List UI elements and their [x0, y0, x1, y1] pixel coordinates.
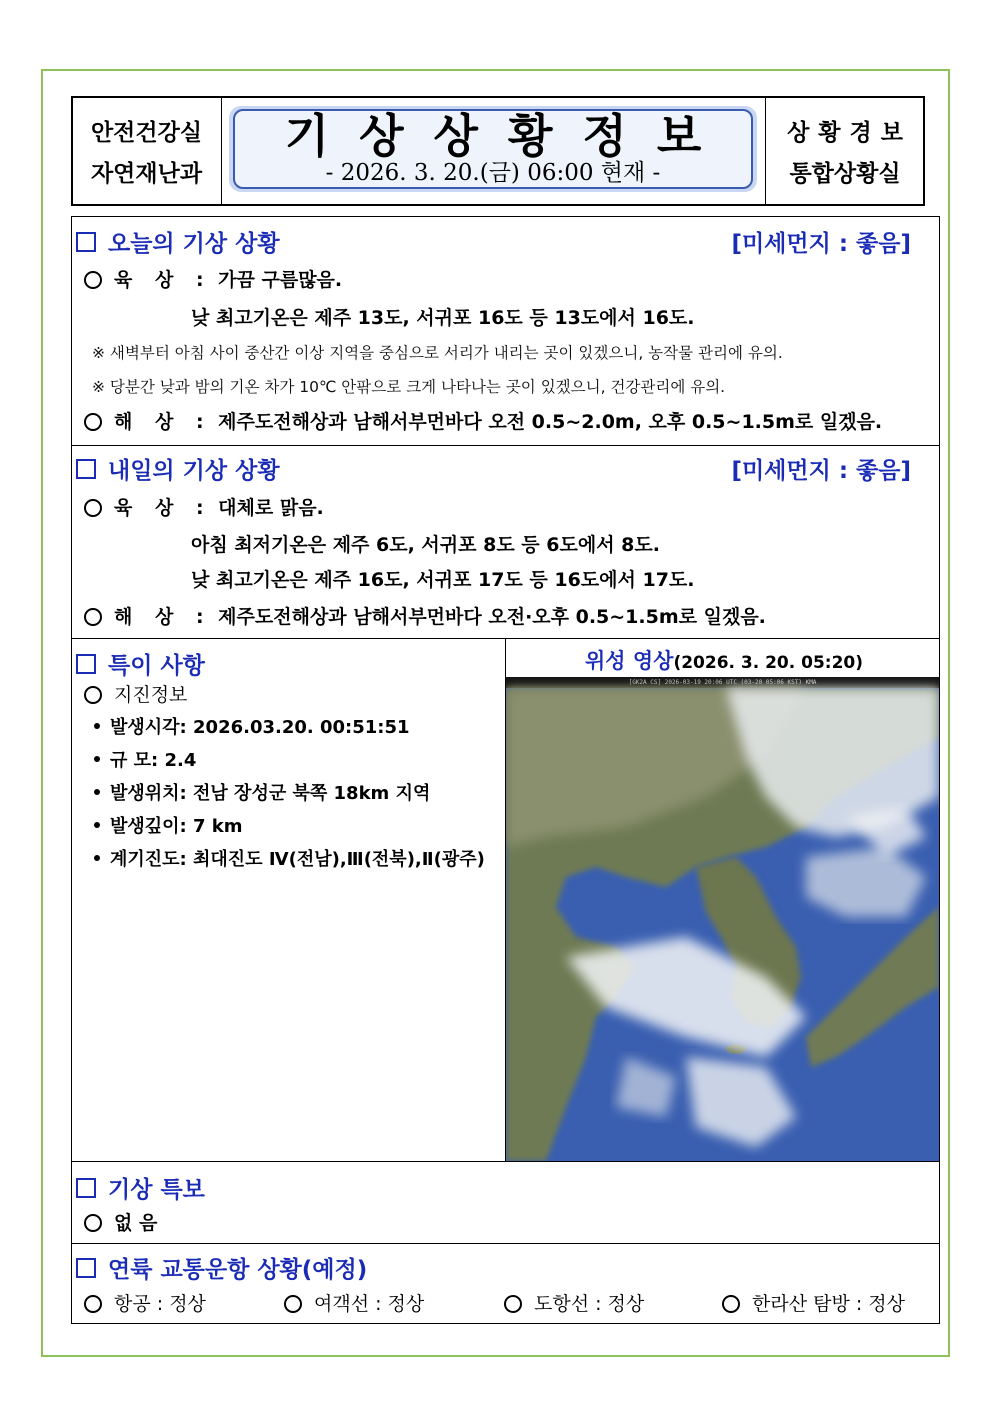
- earthquake-magnitude: [94, 748, 196, 774]
- earthquake-magnitude-text: 규 모: 2.4: [110, 750, 197, 771]
- today-land-line: [84, 267, 342, 293]
- today-sea-label: 해 상 :: [114, 411, 212, 433]
- tomorrow-land-min: 아침 최저기온은 제주 6도, 서귀포 8도 등 6도에서 8도.: [191, 534, 660, 556]
- today-note-temperature: ※ 당분간 낮과 밤의 기온 차가 10℃ 안팎으로 크게 나타나는 곳이 있겠으니, 건강관리에 유의.: [92, 378, 726, 396]
- section-divider: [72, 1161, 939, 1162]
- circle-bullet-icon: [284, 1295, 302, 1313]
- earthquake-time-text: 발생시각: 2026.03.20. 00:51:51: [110, 717, 410, 738]
- transport-air-text: 항공 : 정상: [114, 1293, 206, 1315]
- satellite-title-text: 위성 영상: [584, 649, 674, 673]
- section-divider: [72, 445, 939, 446]
- circle-bullet-icon: [84, 413, 102, 431]
- department-block: [73, 98, 220, 204]
- today-land-temp: 낮 최고기온은 제주 13도, 서귀포 16도 등 13도에서 16도.: [191, 307, 695, 329]
- office-line2: 통합상황실: [789, 161, 901, 187]
- earthquake-intensity: [94, 847, 485, 873]
- main-table: [71, 216, 940, 1324]
- earthquake-depth: [94, 814, 243, 840]
- circle-bullet-icon: [84, 608, 102, 626]
- transport-island-text: 도항선 : 정상: [534, 1293, 645, 1315]
- warning-title-text: 기상 특보: [108, 1177, 205, 1203]
- dot-bullet-icon: [94, 855, 100, 861]
- transport-section-title: [76, 1251, 367, 1284]
- circle-bullet-icon: [84, 686, 102, 704]
- today-note-frost: ※ 새벽부터 아침 사이 중산간 이상 지역을 중심으로 서리가 내리는 곳이 있겠으니, 농작물 관리에 유의.: [92, 344, 783, 362]
- circle-bullet-icon: [722, 1295, 740, 1313]
- dot-bullet-icon: [94, 822, 100, 828]
- checkbox-icon: [76, 1258, 96, 1278]
- special-title-text: 특이 사항: [108, 653, 205, 679]
- dot-bullet-icon: [94, 756, 100, 762]
- today-sea-text: 제주도전해상과 남해서부먼바다 오전 0.5~2.0m, 오후 0.5~1.5m로 일겠음.: [218, 411, 883, 433]
- tomorrow-dust-status: [미세먼지 : 좋음]: [731, 458, 911, 484]
- transport-ferry-text: 여객선 : 정상: [314, 1293, 425, 1315]
- warning-text-line: [84, 1210, 157, 1236]
- earthquake-heading-text: 지진정보: [114, 684, 188, 706]
- earthquake-time: [94, 715, 410, 741]
- today-section-title: [76, 225, 280, 258]
- tomorrow-title-text: 내일의 기상 상황: [108, 458, 280, 484]
- tomorrow-section-title: [76, 452, 280, 485]
- today-land-label: 육 상 :: [114, 269, 212, 291]
- transport-hallasan-text: 한라산 탐방 : 정상: [752, 1293, 905, 1315]
- dot-bullet-icon: [94, 723, 100, 729]
- today-land-text: 가끔 구름많음.: [218, 269, 343, 291]
- today-dust-status: [미세먼지 : 좋음]: [731, 231, 911, 257]
- today-title-text: 오늘의 기상 상황: [108, 231, 280, 257]
- circle-bullet-icon: [84, 271, 102, 289]
- office-block: [767, 98, 923, 204]
- tomorrow-sea-line: [84, 604, 766, 630]
- tomorrow-land-line: [84, 495, 324, 521]
- earthquake-location: [94, 781, 430, 807]
- transport-title-text: 연륙 교통운항 상황(예정): [108, 1257, 368, 1283]
- warning-section-title: [76, 1171, 205, 1204]
- department-line2: 자연재난과: [90, 161, 203, 187]
- checkbox-icon: [76, 1178, 96, 1198]
- header-divider-right: [765, 98, 766, 204]
- warning-text: 없 음: [114, 1212, 158, 1234]
- checkbox-icon: [76, 654, 96, 674]
- earthquake-depth-text: 발생깊이: 7 km: [110, 816, 243, 837]
- tomorrow-sea-text: 제주도전해상과 남해서부먼바다 오전·오후 0.5~1.5m로 일겠음.: [218, 606, 766, 628]
- special-section-title: [76, 647, 205, 680]
- satellite-caption-bar: [GK2A CS] 2026-03-19 20:06 UTC (03-20 05:06 KST) KMA: [506, 677, 939, 688]
- office-line1: 상황경보: [787, 120, 912, 146]
- satellite-title: [508, 645, 940, 675]
- circle-bullet-icon: [84, 1214, 102, 1232]
- transport-ferry: [284, 1289, 424, 1316]
- header-divider-left: [221, 98, 222, 204]
- dot-bullet-icon: [94, 789, 100, 795]
- tomorrow-land-label: 육 상 :: [114, 497, 212, 519]
- document-date: - 2026. 3. 20.(금) 06:00 현재 -: [325, 160, 661, 186]
- document-header: [71, 96, 925, 206]
- transport-hallasan: [722, 1289, 905, 1316]
- earthquake-intensity-text: 계기진도: 최대진도 Ⅳ(전남),Ⅲ(전북),Ⅱ(광주): [110, 849, 485, 870]
- tomorrow-land-max: 낮 최고기온은 제주 16도, 서귀포 17도 등 16도에서 17도.: [191, 569, 695, 591]
- satellite-map-graphic: [506, 677, 939, 1161]
- today-sea-line: [84, 409, 882, 435]
- satellite-image: [506, 677, 939, 1161]
- earthquake-heading: [84, 682, 187, 708]
- earthquake-location-text: 발생위치: 전남 장성군 북쪽 18km 지역: [110, 783, 431, 804]
- circle-bullet-icon: [84, 499, 102, 517]
- checkbox-icon: [76, 232, 96, 252]
- section-divider: [72, 1243, 939, 1244]
- satellite-date: (2026. 3. 20. 05:20): [673, 653, 864, 673]
- circle-bullet-icon: [84, 1295, 102, 1313]
- document-title: 기상상황정보: [284, 109, 732, 163]
- checkbox-icon: [76, 459, 96, 479]
- tomorrow-land-text: 대체로 맑음.: [218, 497, 324, 519]
- circle-bullet-icon: [504, 1295, 522, 1313]
- transport-island-ferry: [504, 1289, 644, 1316]
- department-line1: 안전건강실: [90, 120, 203, 146]
- tomorrow-sea-label: 해 상 :: [114, 606, 212, 628]
- transport-air: [84, 1289, 206, 1316]
